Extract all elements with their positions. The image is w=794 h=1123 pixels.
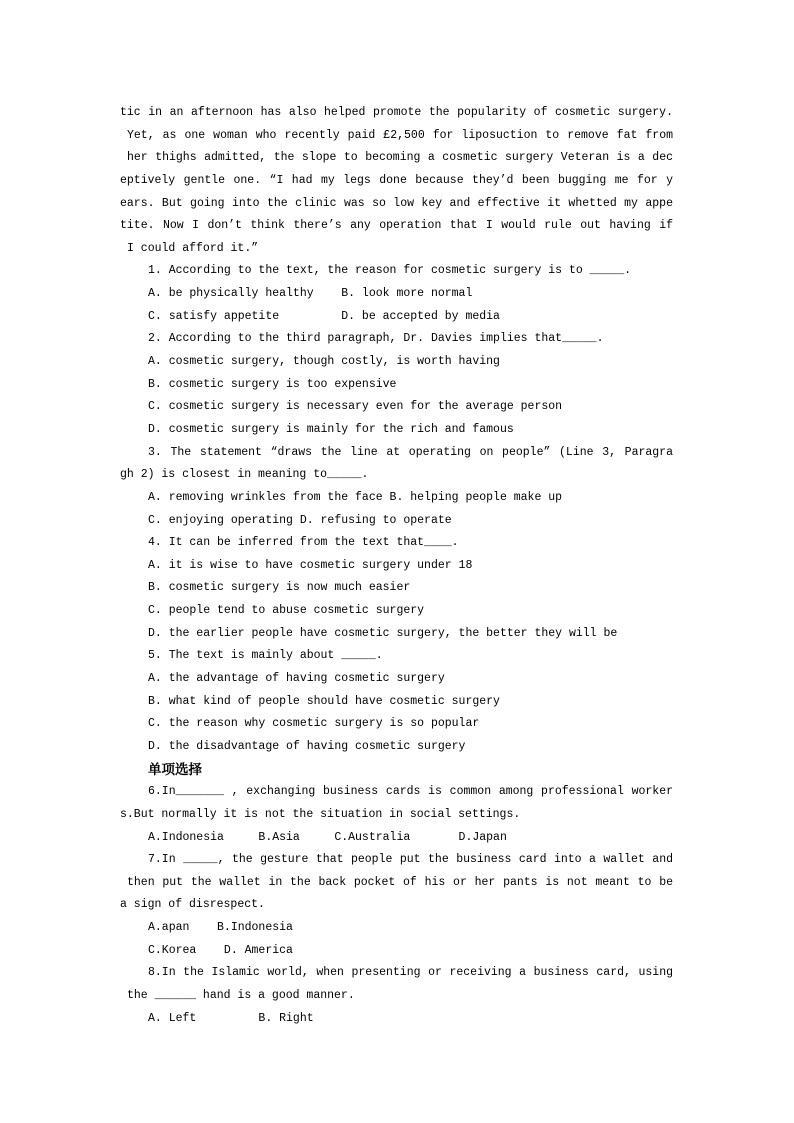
- question-3: [120, 442, 673, 533]
- question-stem: 8.In the Islamic world, when presenting or receiving a business card, using: [148, 966, 673, 980]
- passage-line: Yet, as one woman who recently paid £2,500 for liposuction to remove fat from: [127, 128, 673, 142]
- document-page: [120, 102, 673, 1030]
- section-heading: 单项选择: [148, 761, 202, 778]
- reading-questions: [120, 260, 673, 758]
- question-stem: a sign of disrespect.: [120, 898, 265, 912]
- choice-questions: [120, 781, 673, 1030]
- question-stem: then put the wallet in the back pocket of his or her pants is not meant to be: [127, 875, 673, 889]
- question-6: [120, 781, 673, 849]
- option-line: C. satisfy appetite D. be accepted by media: [148, 309, 500, 323]
- question-stem: s.But normally it is not the situation in social settings.: [120, 807, 521, 821]
- question-4: [120, 532, 673, 645]
- option-line: D. the earlier people have cosmetic surgery, the better they will be: [148, 626, 618, 640]
- passage-line: ears. But going into the clinic was so low key and effective it whetted my appe: [120, 196, 673, 210]
- passage-line: her thighs admitted, the slope to becoming a cosmetic surgery Veteran is a dec: [127, 151, 673, 165]
- option-line: C. people tend to abuse cosmetic surgery: [148, 604, 425, 618]
- option-line: A.Indonesia B.Asia C.Australia D.Japan: [148, 830, 507, 844]
- option-line: A.apan B.Indonesia: [148, 921, 293, 935]
- question-stem: 5. The text is mainly about _____.: [148, 649, 383, 663]
- passage-line: I could afford it.”: [127, 241, 259, 255]
- question-stem: 2. According to the third paragraph, Dr. Davies implies that_____.: [148, 332, 604, 346]
- question-stem: the ______ hand is a good manner.: [127, 988, 355, 1002]
- option-line: A. the advantage of having cosmetic surgery: [148, 672, 445, 686]
- option-line: C.Korea D. America: [148, 943, 293, 957]
- question-stem: gh 2) is closest in meaning to_____.: [120, 468, 369, 482]
- passage-line: tic in an afternoon has also helped promote the popularity of cosmetic surgery.: [120, 106, 673, 119]
- option-line: C. enjoying operating D. refusing to operate: [148, 513, 452, 527]
- question-stem: 7.In _____, the gesture that people put the business card into a wallet and: [148, 853, 673, 867]
- option-line: B. cosmetic surgery is now much easier: [148, 581, 411, 595]
- question-7: [120, 849, 673, 962]
- question-stem: 1. According to the text, the reason for cosmetic surgery is to _____.: [148, 264, 632, 278]
- option-line: A. removing wrinkles from the face B. helping people make up: [148, 490, 563, 504]
- passage: [120, 102, 673, 260]
- option-line: A. Left B. Right: [148, 1011, 314, 1025]
- option-line: D. the disadvantage of having cosmetic surgery: [148, 739, 466, 753]
- passage-line: eptively gentle one. “I had my legs done because they’d been bugging me for y: [120, 173, 673, 187]
- question-stem: 4. It can be inferred from the text that____.: [148, 536, 459, 550]
- option-line: D. cosmetic surgery is mainly for the rich and famous: [148, 422, 514, 436]
- question-1: [120, 260, 673, 328]
- option-line: A. it is wise to have cosmetic surgery under 18: [148, 558, 473, 572]
- question-2: [120, 328, 673, 441]
- option-line: B. cosmetic surgery is too expensive: [148, 377, 397, 391]
- question-stem: 3. The statement “draws the line at operating on people” (Line 3, Paragra: [148, 445, 673, 459]
- question-8: [120, 962, 673, 1030]
- passage-line: tite. Now I don’t think there’s any operation that I would rule out having if: [120, 219, 673, 233]
- option-line: C. cosmetic surgery is necessary even for the average person: [148, 400, 563, 414]
- option-line: A. be physically healthy B. look more normal: [148, 287, 473, 301]
- option-line: A. cosmetic surgery, though costly, is worth having: [148, 355, 500, 369]
- question-5: [120, 645, 673, 758]
- option-line: B. what kind of people should have cosmetic surgery: [148, 694, 500, 708]
- option-line: C. the reason why cosmetic surgery is so popular: [148, 717, 480, 731]
- question-stem: 6.In_______ , exchanging business cards is common among professional worker: [148, 785, 673, 799]
